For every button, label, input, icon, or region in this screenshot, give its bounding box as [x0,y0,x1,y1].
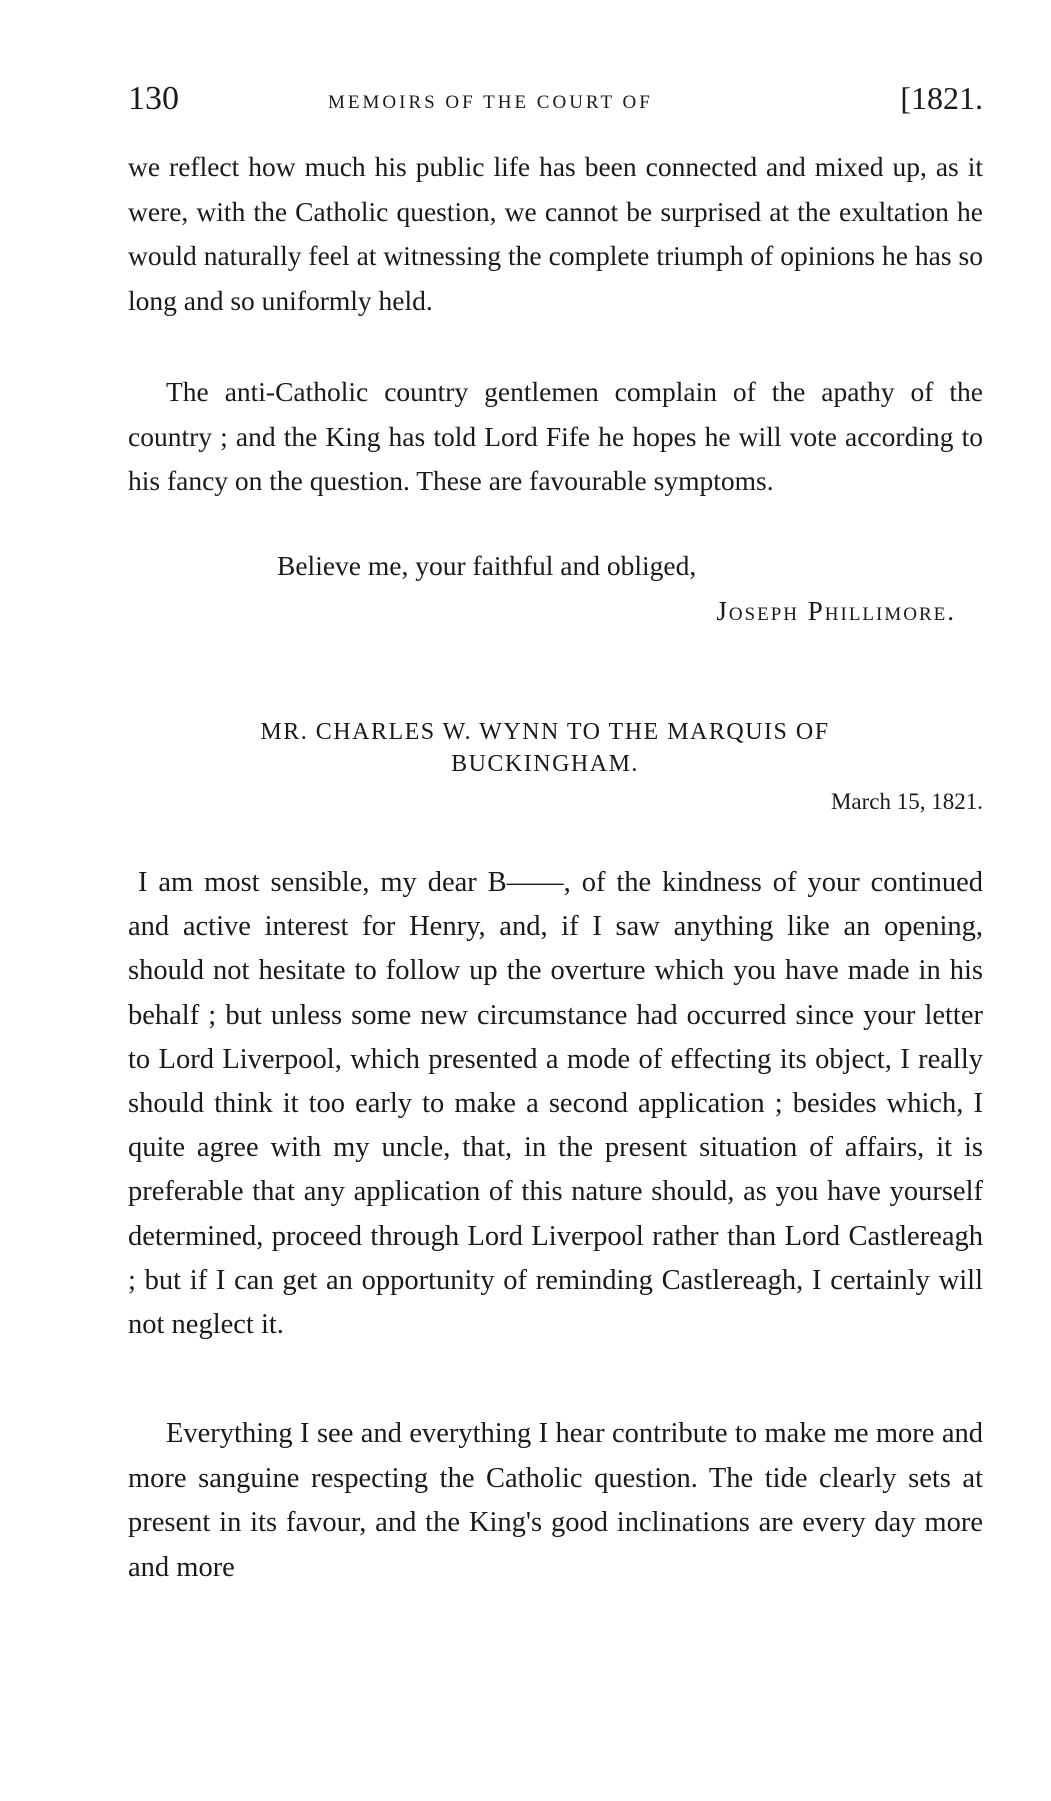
letter-signature: Joseph Phillimore. [716,596,956,626]
paragraph-catholic-question: Everything I see and everything I hear contribute to make me more and more sanguine respecting the Catholic question. The tide clearly sets at present in its favour, and the King's good inclinations are every day more and more [128,1418,983,1583]
page-number: 130 [128,80,179,117]
running-head-title: MEMOIRS OF THE COURT OF [328,92,653,113]
paragraph-letter-body: I am most sensible, my dear B——, of the kindness of your continued and active interest for Henry, and, if I saw anything like an opening, should not hesitate to follow up the overture which you have made in his behalf ; but unless some new circumstance had occurred since your letter to Lord Liverpool, which presented a mode of effecting its object, I really should think it too early to make a second application ; besides which, I quite agree with my uncle, that, in the present situation of affairs, it is preferable that any application of this nature should, as you have yourself determined, proceed through Lord Liverpool rather than Lord Castlereagh ; but if I can get an opportunity of reminding Castlereagh, I certainly will not neglect it. [128,867,983,1341]
letter-heading-line-2: BUCKINGHAM. [451,751,639,777]
running-head [128,80,983,130]
paragraph-continued: we reflect how much his public life has been connected and mixed up, as it were, with the Catholic question, we cannot be surprised at the exultation he would naturally feel at witnessing the complete triumph of opinions he has so long and so uniformly held. [128,151,983,317]
letter-valediction: Believe me, your faithful and obliged, [277,550,697,581]
running-head-year: [1821. [900,80,983,116]
letter-heading [160,716,930,780]
letter-heading-line-1: MR. CHARLES W. WYNN TO THE MARQUIS OF [260,719,830,745]
letter-date: March 15, 1821. [830,789,983,814]
paragraph-anti-catholic: The anti-Catholic country gentlemen complain of the apathy of the country ; and the King has told Lord Fife he hopes he will vote according to his fancy on the question. These are favourable symptoms. [128,376,983,497]
